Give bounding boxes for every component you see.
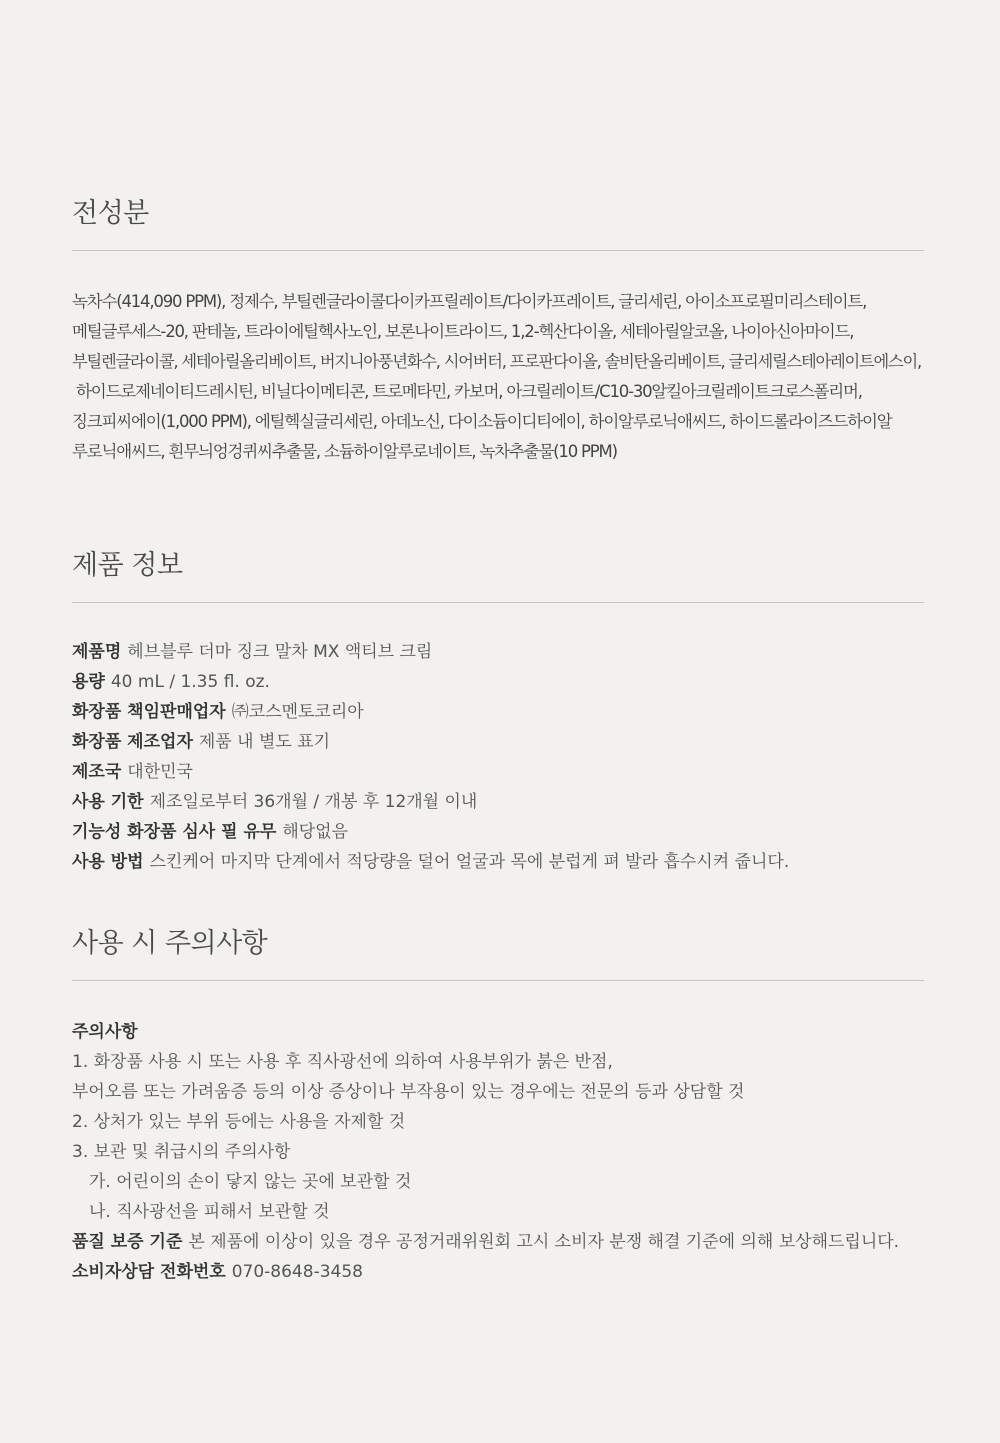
caution-line: 가. 어린이의 손이 닿지 않는 곳에 보관할 것 [89,1172,412,1192]
info-row-functional [72,817,924,847]
info-row-expiry [72,787,924,817]
info-row-usage [72,847,924,877]
info-label: 사용 방법 [72,852,144,872]
info-value: ㈜코스멘토코리아 [231,702,364,722]
product-info-divider [72,602,924,603]
quality-guarantee-row [72,1227,924,1257]
info-label: 제조국 [72,762,122,782]
caution-title: 사용 시 주의사항 [72,928,268,959]
info-label: 제품명 [72,642,122,662]
ingredients-list [72,287,924,467]
quality-value: 본 제품에 이상이 있을 경우 공정거래위원회 고시 소비자 분쟁 해결 기준에 의해 보상해드립니다. [188,1232,900,1252]
ingredients-line: 루로닉애씨드, 흰무늬엉겅퀴씨추출물, 소듐하이알루로네이트, 녹차추출물(10 PPM) [72,442,617,461]
contact-row [72,1257,924,1287]
info-row-volume [72,667,924,697]
info-label: 용량 [72,672,105,692]
info-value: 해당없음 [282,822,349,842]
info-row-seller [72,697,924,727]
caution-section [72,926,924,1287]
caution-list [72,1017,924,1287]
product-info-title: 제품 정보 [72,550,183,581]
caution-line: 나. 직사광선을 피해서 보관할 것 [89,1202,330,1222]
info-label: 화장품 책임판매업자 [72,702,226,722]
info-value: 제품 내 별도 표기 [198,732,331,752]
info-value: 40 mL / 1.35 fl. oz. [110,672,270,692]
caution-line: 1. 화장품 사용 시 또는 사용 후 직사광선에 의하여 사용부위가 붉은 반점, [72,1052,613,1072]
ingredients-line: 메틸글루세스-20, 판테놀, 트라이에틸헥사노인, 보론나이트라이드, 1,2-헥산다이올, 세테아릴알코올, 나이아신아마이드, [72,322,854,341]
caution-line: 부어오름 또는 가려움증 등의 이상 증상이나 부작용이 있는 경우에는 전문의 등과 상담할 것 [72,1082,745,1102]
caution-heading: 주의사항 [72,1022,138,1042]
ingredients-title: 전성분 [72,198,149,229]
ingredients-line: 징크피씨에이(1,000 PPM), 에틸헥실글리세린, 아데노신, 다이소듐이디티에이, 하이알루로닉애씨드, 하이드롤라이즈드하이알 [72,412,892,431]
info-label: 기능성 화장품 심사 필 유무 [72,822,277,842]
ingredients-line: 하이드로제네이티드레시틴, 비닐다이메티콘, 트로메타민, 카보머, 아크릴레이트/C10-30알킬아크릴레이트크로스폴리머, [72,382,862,401]
info-row-manufacturer [72,727,924,757]
ingredients-line: 부틸렌글라이콜, 세테아릴올리베이트, 버지니아풍년화수, 시어버터, 프로판다이올, 솔비탄올리베이트, 글리세릴스테아레이트에스이, [72,352,921,371]
info-value: 제조일로부터 36개월 / 개봉 후 12개월 이내 [149,792,478,812]
info-value: 헤브블루 더마 징크 말차 MX 액티브 크림 [127,642,433,662]
info-value: 스킨케어 마지막 단계에서 적당량을 덜어 얼굴과 목에 분럽게 펴 발라 흡수시켜 줍니다. [149,852,790,872]
info-label: 화장품 제조업자 [72,732,193,752]
contact-value: 070-8648-3458 [231,1262,363,1282]
ingredients-section [72,196,924,467]
product-info-list [72,637,924,877]
caution-line: 3. 보관 및 취급시의 주의사항 [72,1142,291,1162]
info-row-country [72,757,924,787]
ingredients-line: 녹차수(414,090 PPM), 정제수, 부틸렌글라이콜다이카프릴레이트/다이카프레이트, 글리세린, 아이소프로필미리스테이트, [72,292,867,311]
product-info-section [72,548,924,877]
info-label: 사용 기한 [72,792,144,812]
info-value: 대한민국 [127,762,193,782]
info-row-product-name [72,637,924,667]
quality-label: 품질 보증 기준 [72,1232,183,1252]
caution-divider [72,980,924,981]
caution-line: 2. 상처가 있는 부위 등에는 사용을 자제할 것 [72,1112,406,1132]
contact-label: 소비자상담 전화번호 [72,1262,226,1282]
ingredients-divider [72,250,924,251]
